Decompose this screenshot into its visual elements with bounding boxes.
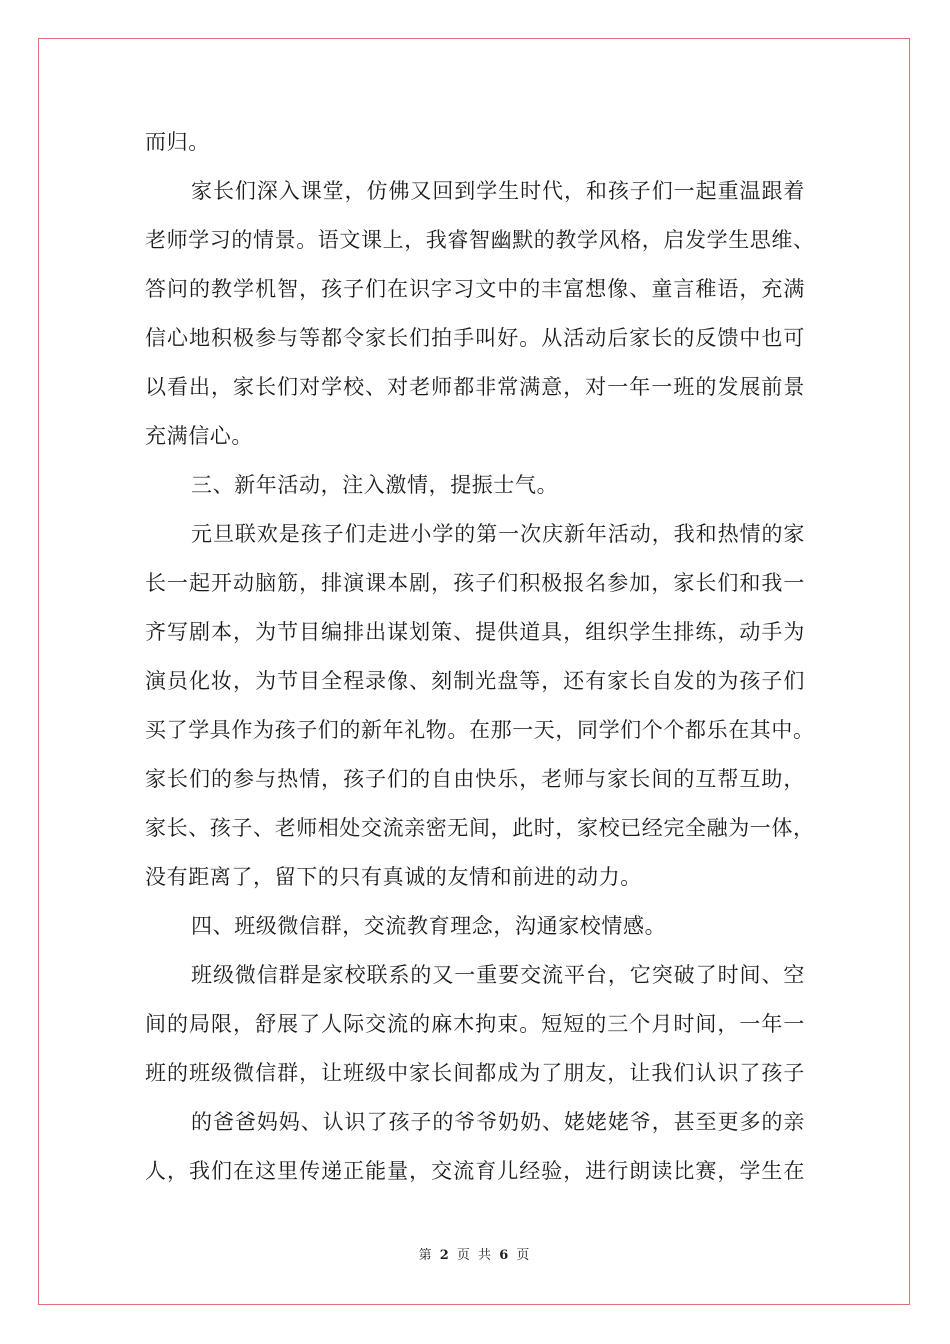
paragraph-line: 家长、孩子、老师相处交流亲密无间，此时，家校已经完全融为一体， <box>145 816 815 840</box>
paragraph-line: 齐写剧本，为节目编排出谋划策、提供道具，组织学生排练，动手为 <box>145 620 805 644</box>
paragraph-line: 以看出，家长们对学校、对老师都非常满意，对一年一班的发展前景 <box>145 375 805 399</box>
page-footer <box>0 1244 950 1263</box>
document-body <box>145 118 815 1196</box>
paragraph-line: 元旦联欢是孩子们走进小学的第一次庆新年活动，我和热情的家 <box>191 522 805 546</box>
paragraph-line: 老师学习的情景。语文课上，我睿智幽默的教学风格，启发学生思维、 <box>145 228 815 252</box>
paragraph-line: 答问的教学机智，孩子们在识字习文中的丰富想像、童言稚语，充满 <box>145 277 805 301</box>
paragraph-line: 的爸爸妈妈、认识了孩子的爷爷奶奶、姥姥姥爷，甚至更多的亲 <box>191 1110 805 1134</box>
section-heading: 三、新年活动，注入激情，提振士气。 <box>191 473 559 497</box>
footer-suffix: 页 <box>516 1248 532 1263</box>
paragraph-line: 班的班级微信群，让班级中家长间都成为了朋友，让我们认识了孩子 <box>145 1061 805 1085</box>
paragraph-line: 家长们深入课堂，仿佛又回到学生时代，和孩子们一起重温跟着 <box>191 179 805 203</box>
section-heading: 四、班级微信群，交流教育理念，沟通家校情感。 <box>191 914 667 938</box>
paragraph-line: 家长们的参与热情，孩子们的自由快乐，老师与家长间的互帮互助， <box>145 767 805 791</box>
paragraph-line: 班级微信群是家校联系的又一重要交流平台，它突破了时间、空 <box>191 963 805 987</box>
paragraph-line: 充满信心。 <box>145 424 253 448</box>
footer-middle: 页 共 <box>456 1248 494 1263</box>
footer-prefix: 第 <box>418 1248 434 1263</box>
paragraph-line: 人，我们在这里传递正能量，交流育儿经验，进行朗读比赛，学生在 <box>145 1159 805 1183</box>
paragraph-line: 演员化妆，为节目全程录像、刻制光盘等，还有家长自发的为孩子们 <box>145 669 805 693</box>
paragraph-line: 而归。 <box>145 130 210 154</box>
total-page-count: 6 <box>499 1248 511 1263</box>
paragraph-line: 信心地积极参与等都令家长们拍手叫好。从活动后家长的反馈中也可 <box>145 326 805 350</box>
current-page-number: 2 <box>439 1248 451 1263</box>
paragraph-line: 间的局限，舒展了人际交流的麻木拘束。短短的三个月时间，一年一 <box>145 1012 805 1036</box>
paragraph-line: 没有距离了，留下的只有真诚的友情和前进的动力。 <box>145 865 642 889</box>
paragraph-line: 长一起开动脑筋，排演课本剧，孩子们积极报名参加，家长们和我一 <box>145 571 805 595</box>
paragraph-line: 买了学具作为孩子们的新年礼物。在那一天，同学们个个都乐在其中。 <box>145 718 815 742</box>
